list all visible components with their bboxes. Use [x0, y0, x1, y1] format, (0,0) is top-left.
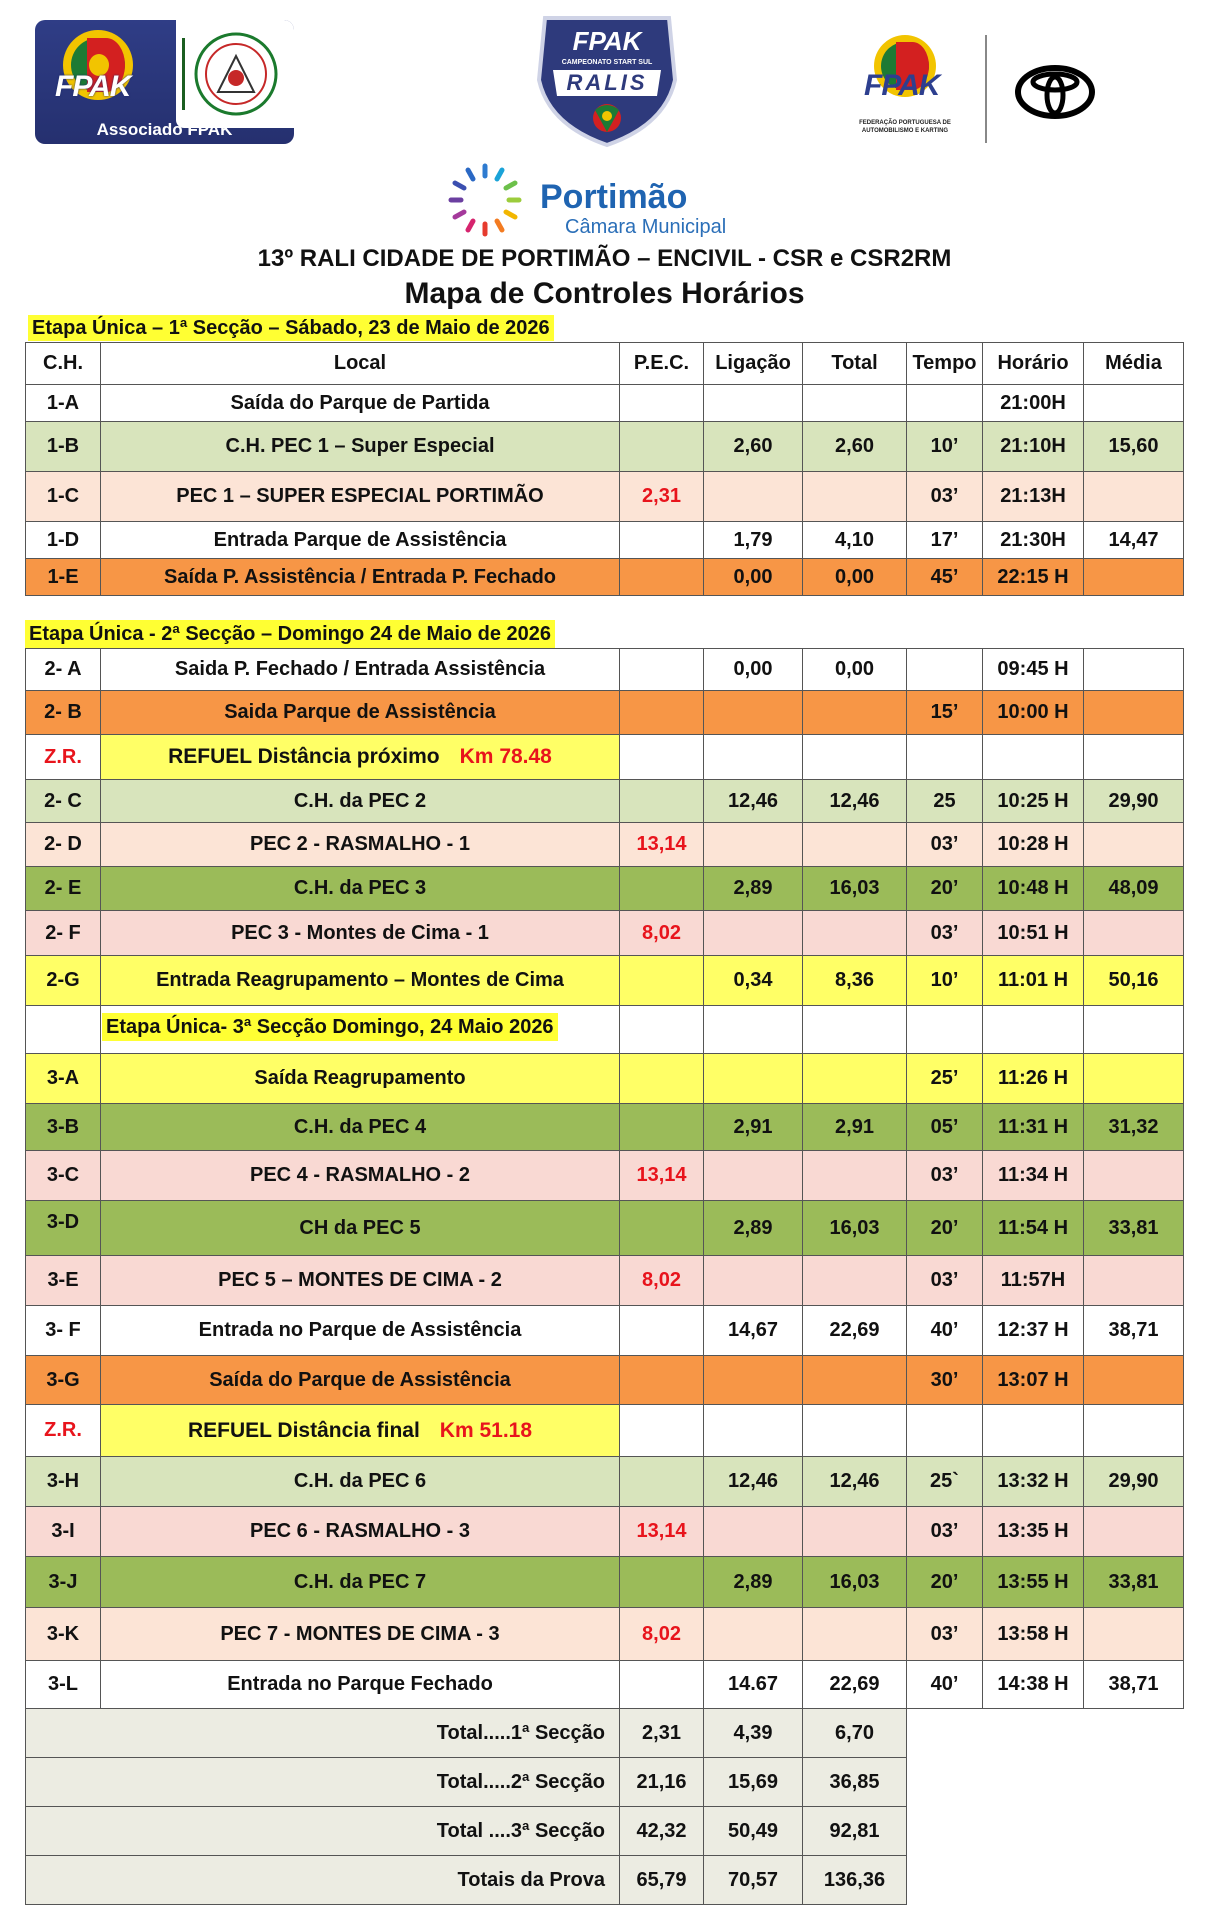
cell-ligacao: 2,89	[703, 1556, 803, 1608]
cell-horario: 11:34 H	[982, 1150, 1084, 1201]
cell-ch: 3-I	[25, 1506, 101, 1557]
cell-local: Entrada no Parque de Assistência	[100, 1305, 620, 1356]
header-horario: Horário	[982, 342, 1084, 385]
cell-ligacao	[703, 822, 803, 867]
cell-total	[802, 1506, 907, 1557]
table-cell-empty	[703, 1404, 803, 1457]
associado-fpak-logo	[35, 20, 294, 144]
cell-ligacao: 0,00	[703, 558, 803, 596]
portimao-sun-icon	[430, 158, 540, 238]
cell-media	[1083, 648, 1184, 691]
cell-ch: 1-D	[25, 521, 101, 559]
refuel-distance: Km 78.48	[459, 745, 552, 768]
center-ralis-text: RALIS	[566, 70, 648, 95]
cell-ligacao	[703, 471, 803, 522]
cell-tempo: 10’	[906, 955, 983, 1006]
fpak-badge-icon	[53, 30, 143, 120]
cell-ligacao: 14.67	[703, 1660, 803, 1709]
cell-media: 33,81	[1083, 1200, 1184, 1256]
cell-local: Saida P. Fechado / Entrada Assistência	[100, 648, 620, 691]
cell-ch: 2- C	[25, 779, 101, 823]
fpak-text: FPAK	[864, 69, 940, 102]
cell-total	[802, 690, 907, 735]
portimao-logo	[430, 158, 770, 238]
cell-ch: 2- D	[25, 822, 101, 867]
table-cell-empty	[703, 734, 803, 780]
refuel-label: REFUEL Distância próximo	[168, 745, 440, 768]
cell-ligacao: 2,91	[703, 1103, 803, 1151]
cell-media: 31,32	[1083, 1103, 1184, 1151]
cell-total: 4,10	[802, 521, 907, 559]
cell-ligacao	[703, 1053, 803, 1104]
cell-total	[802, 471, 907, 522]
cell-local: Entrada Parque de Assistência	[100, 521, 620, 559]
cell-ch: 3-K	[25, 1607, 101, 1661]
cell-pec	[619, 384, 704, 422]
cell-pec	[619, 648, 704, 691]
totals-label: Totais da Prova	[25, 1855, 620, 1905]
cell-ch: 3-L	[25, 1660, 101, 1709]
totals-label: Total.....2ª Secção	[25, 1757, 620, 1807]
cell-media	[1083, 1150, 1184, 1201]
totals-pec: 65,79	[619, 1855, 704, 1905]
table-cell-empty	[906, 1404, 983, 1457]
cell-ch: 3- F	[25, 1305, 101, 1356]
cell-tempo: 17’	[906, 521, 983, 559]
cell-ligacao: 2,89	[703, 1200, 803, 1256]
refuel-cell	[100, 1404, 620, 1457]
cell-ch: 3-H	[25, 1456, 101, 1507]
cell-local: C.H. da PEC 7	[100, 1556, 620, 1608]
cell-horario: 21:00H	[982, 384, 1084, 422]
table-cell-empty	[1083, 1404, 1184, 1457]
cell-horario: 11:26 H	[982, 1053, 1084, 1104]
cell-ch: 2- F	[25, 910, 101, 956]
header-ligacao: Ligação	[703, 342, 803, 385]
cell-horario: 22:15 H	[982, 558, 1084, 596]
cell-local: C.H. da PEC 2	[100, 779, 620, 823]
cell-media: 33,81	[1083, 1556, 1184, 1608]
cell-tempo	[906, 384, 983, 422]
cell-ch: 3-C	[25, 1150, 101, 1201]
cell-horario: 13:58 H	[982, 1607, 1084, 1661]
totals-total: 136,36	[802, 1855, 907, 1905]
cell-ch: 2- E	[25, 866, 101, 911]
cell-ligacao: 2,89	[703, 866, 803, 911]
cell-ch: 1-B	[25, 421, 101, 472]
cell-total	[802, 384, 907, 422]
cell-horario: 11:01 H	[982, 955, 1084, 1006]
cell-pec	[619, 1103, 704, 1151]
cell-tempo: 03’	[906, 822, 983, 867]
cell-ch: 2-G	[25, 955, 101, 1006]
cell-tempo: 03’	[906, 1255, 983, 1306]
cell-local: Entrada no Parque Fechado	[100, 1660, 620, 1709]
cell-total: 16,03	[802, 866, 907, 911]
cell-local: PEC 3 - Montes de Cima - 1	[100, 910, 620, 956]
cell-ligacao: 0,00	[703, 648, 803, 691]
fpak-badge-icon	[860, 35, 950, 115]
cell-horario: 10:28 H	[982, 822, 1084, 867]
cell-pec: 8,02	[619, 1255, 704, 1306]
cell-pec	[619, 866, 704, 911]
cell-media	[1083, 384, 1184, 422]
table-cell-empty	[982, 734, 1084, 780]
cell-ligacao	[703, 690, 803, 735]
cell-horario: 12:37 H	[982, 1305, 1084, 1356]
club-logo-panel	[176, 20, 294, 128]
cell-total: 0,00	[802, 558, 907, 596]
cell-ch: 3-D	[25, 1200, 101, 1256]
cell-pec	[619, 690, 704, 735]
cell-tempo: 40’	[906, 1660, 983, 1709]
cell-pec: 2,31	[619, 471, 704, 522]
cell-local: Saída Reagrupamento	[100, 1053, 620, 1104]
table-cell-empty	[906, 734, 983, 780]
cell-tempo: 03’	[906, 910, 983, 956]
cell-total: 2,60	[802, 421, 907, 472]
cell-tempo: 20’	[906, 1200, 983, 1256]
cell-ligacao: 1,79	[703, 521, 803, 559]
cell-total: 12,46	[802, 779, 907, 823]
cell-media	[1083, 1053, 1184, 1104]
cell-local: PEC 5 – MONTES DE CIMA - 2	[100, 1255, 620, 1306]
cell-media	[1083, 1607, 1184, 1661]
cell-horario: 21:13H	[982, 471, 1084, 522]
cell-media: 38,71	[1083, 1660, 1184, 1709]
cell-total: 2,91	[802, 1103, 907, 1151]
cell-tempo: 30’	[906, 1355, 983, 1405]
header-ch: C.H.	[25, 342, 101, 385]
cell-horario: 10:48 H	[982, 866, 1084, 911]
cell-total: 16,03	[802, 1200, 907, 1256]
cell-media: 38,71	[1083, 1305, 1184, 1356]
rally-title: 13º RALI CIDADE DE PORTIMÃO – ENCIVIL - CSR e CSR2RM	[257, 245, 952, 272]
totals-ligacao: 50,49	[703, 1806, 803, 1856]
cell-local: C.H. da PEC 3	[100, 866, 620, 911]
section-1-label: Etapa Única – 1ª Secção – Sábado, 23 de Maio de 2026	[28, 315, 554, 341]
table-cell-empty	[619, 1005, 704, 1054]
cell-ligacao	[703, 1607, 803, 1661]
cell-ch: 1-A	[25, 384, 101, 422]
cell-ch: 1-E	[25, 558, 101, 596]
totals-ligacao: 15,69	[703, 1757, 803, 1807]
cell-media	[1083, 1255, 1184, 1306]
cell-ligacao	[703, 1506, 803, 1557]
cell-ligacao	[703, 1150, 803, 1201]
cell-ch: 2- B	[25, 690, 101, 735]
cell-horario: 21:30H	[982, 521, 1084, 559]
cell-pec	[619, 558, 704, 596]
map-title: Mapa de Controles Horários	[404, 277, 805, 310]
totals-ligacao: 4,39	[703, 1708, 803, 1758]
totals-pec: 42,32	[619, 1806, 704, 1856]
cell-total	[802, 1255, 907, 1306]
table-cell-empty	[25, 1005, 101, 1054]
cell-total: 12,46	[802, 1456, 907, 1507]
cell-local: PEC 4 - RASMALHO - 2	[100, 1150, 620, 1201]
totals-total: 36,85	[802, 1757, 907, 1807]
toyota-icon	[1015, 65, 1095, 119]
table-cell-empty	[982, 1404, 1084, 1457]
cell-pec	[619, 1456, 704, 1507]
cell-media: 50,16	[1083, 955, 1184, 1006]
cell-media	[1083, 690, 1184, 735]
cell-media	[1083, 558, 1184, 596]
cell-local: Saída do Parque de Assistência	[100, 1355, 620, 1405]
totals-label: Total.....1ª Secção	[25, 1708, 620, 1758]
cell-pec	[619, 779, 704, 823]
cell-tempo: 15’	[906, 690, 983, 735]
cell-tempo: 03’	[906, 471, 983, 522]
cell-media	[1083, 910, 1184, 956]
portimao-subtitle: Câmara Municipal	[565, 216, 727, 238]
cell-horario: 13:32 H	[982, 1456, 1084, 1507]
cell-horario: 21:10H	[982, 421, 1084, 472]
cell-total: 8,36	[802, 955, 907, 1006]
header-local: Local	[100, 342, 620, 385]
cell-local: Saida Parque de Assistência	[100, 690, 620, 735]
cell-media: 14,47	[1083, 521, 1184, 559]
cell-horario: 10:51 H	[982, 910, 1084, 956]
totals-pec: 2,31	[619, 1708, 704, 1758]
cell-local: C.H. da PEC 6	[100, 1456, 620, 1507]
cell-ligacao	[703, 384, 803, 422]
cell-horario: 13:55 H	[982, 1556, 1084, 1608]
cell-local: CH da PEC 5	[100, 1200, 620, 1256]
cell-tempo: 03’	[906, 1506, 983, 1557]
cell-media: 15,60	[1083, 421, 1184, 472]
cell-horario: 10:00 H	[982, 690, 1084, 735]
table-cell-empty	[802, 734, 907, 780]
cell-media	[1083, 822, 1184, 867]
cell-media: 29,90	[1083, 779, 1184, 823]
cell-horario: 10:25 H	[982, 779, 1084, 823]
cell-ligacao: 2,60	[703, 421, 803, 472]
cell-total: 0,00	[802, 648, 907, 691]
cell-total	[802, 910, 907, 956]
cell-total	[802, 1607, 907, 1661]
cell-media	[1083, 1355, 1184, 1405]
totals-pec: 21,16	[619, 1757, 704, 1807]
cell-media	[1083, 1506, 1184, 1557]
cell-horario: 09:45 H	[982, 648, 1084, 691]
cell-pec: 13,14	[619, 822, 704, 867]
table-cell-empty	[619, 734, 704, 780]
cell-tempo: 20’	[906, 866, 983, 911]
cell-local: PEC 6 - RASMALHO - 3	[100, 1506, 620, 1557]
cell-local: PEC 1 – SUPER ESPECIAL PORTIMÃO	[100, 471, 620, 522]
totals-label: Total ....3ª Secção	[25, 1806, 620, 1856]
center-fpak-text: FPAK	[572, 26, 642, 56]
cell-local: C.H. da PEC 4	[100, 1103, 620, 1151]
cell-ligacao	[703, 1255, 803, 1306]
cell-total	[802, 1150, 907, 1201]
cell-ch: 3-B	[25, 1103, 101, 1151]
cell-ligacao: 0,34	[703, 955, 803, 1006]
fpak-text: FPAK	[55, 70, 131, 103]
cell-ch: 3-J	[25, 1556, 101, 1608]
cell-tempo: 25	[906, 779, 983, 823]
cell-pec	[619, 1053, 704, 1104]
cell-tempo: 25’	[906, 1053, 983, 1104]
zr-cell: Z.R.	[25, 1404, 101, 1457]
cell-local: PEC 7 - MONTES DE CIMA - 3	[100, 1607, 620, 1661]
cell-horario: 14:38 H	[982, 1660, 1084, 1709]
cell-tempo: 45’	[906, 558, 983, 596]
cell-ch: 1-C	[25, 471, 101, 522]
cell-horario: 11:54 H	[982, 1200, 1084, 1256]
totals-ligacao: 70,57	[703, 1855, 803, 1905]
totals-total: 6,70	[802, 1708, 907, 1758]
portimao-name: Portimão	[540, 178, 688, 216]
cell-tempo: 20’	[906, 1556, 983, 1608]
header-media: Média	[1083, 342, 1184, 385]
cell-horario: 11:31 H	[982, 1103, 1084, 1151]
cell-ligacao	[703, 1355, 803, 1405]
cell-pec	[619, 1200, 704, 1256]
center-band-text: CAMPEONATO START SUL	[561, 59, 653, 66]
cell-ch: 2- A	[25, 648, 101, 691]
cell-local: Entrada Reagrupamento – Montes de Cima	[100, 955, 620, 1006]
table-cell-empty	[703, 1005, 803, 1054]
cell-tempo: 10’	[906, 421, 983, 472]
cell-ligacao: 12,46	[703, 1456, 803, 1507]
cell-horario: 13:07 H	[982, 1355, 1084, 1405]
refuel-label: REFUEL Distância final	[187, 1418, 420, 1442]
cell-ligacao	[703, 910, 803, 956]
table-cell-empty	[906, 1005, 983, 1054]
cell-total: 22,69	[802, 1660, 907, 1709]
cell-local: C.H. PEC 1 – Super Especial	[100, 421, 620, 472]
cell-total	[802, 1355, 907, 1405]
header-tempo: Tempo	[906, 342, 983, 385]
cell-pec	[619, 955, 704, 1006]
cell-media: 48,09	[1083, 866, 1184, 911]
table-cell-empty	[619, 1404, 704, 1457]
cell-ligacao: 14,67	[703, 1305, 803, 1356]
cell-ch: 3-A	[25, 1053, 101, 1104]
cell-pec	[619, 521, 704, 559]
cell-pec	[619, 421, 704, 472]
cell-total: 16,03	[802, 1556, 907, 1608]
section-2-label: Etapa Única - 2ª Secção – Domingo 24 de Maio de 2026	[25, 620, 555, 648]
cell-ligacao: 12,46	[703, 779, 803, 823]
campeonato-start-sul-logo	[525, 10, 689, 150]
cell-ch: 3-G	[25, 1355, 101, 1405]
cell-total	[802, 822, 907, 867]
zr-cell: Z.R.	[25, 734, 101, 780]
cell-pec: 13,14	[619, 1506, 704, 1557]
table-cell-empty	[802, 1005, 907, 1054]
cell-pec	[619, 1556, 704, 1608]
refuel-cell	[100, 734, 620, 780]
cell-pec: 13,14	[619, 1150, 704, 1201]
cell-tempo: 05’	[906, 1103, 983, 1151]
table-cell-empty	[1083, 734, 1184, 780]
header-total: Total	[802, 342, 907, 385]
cell-tempo	[906, 648, 983, 691]
table-cell-empty	[802, 1404, 907, 1457]
cell-media	[1083, 471, 1184, 522]
refuel-distance: Km 51.18	[439, 1418, 533, 1442]
header-pec: P.E.C.	[619, 342, 704, 385]
cell-ch: 3-E	[25, 1255, 101, 1306]
cell-pec: 8,02	[619, 910, 704, 956]
cell-pec: 8,02	[619, 1607, 704, 1661]
cell-pec	[619, 1355, 704, 1405]
cell-total	[802, 1053, 907, 1104]
cell-local: Saída do Parque de Partida	[100, 384, 620, 422]
cell-tempo: 40’	[906, 1305, 983, 1356]
logo-divider	[985, 35, 987, 143]
cell-local: Saída P. Assistência / Entrada P. Fechado	[100, 558, 620, 596]
cell-horario: 11:57H	[982, 1255, 1084, 1306]
cell-tempo: 25`	[906, 1456, 983, 1507]
federation-caption: FEDERAÇÃO PORTUGUESA DE AUTOMOBILISMO E KARTING	[859, 120, 951, 134]
table-cell-empty	[1083, 1005, 1184, 1054]
cell-total: 22,69	[802, 1305, 907, 1356]
totals-total: 92,81	[802, 1806, 907, 1856]
associado-caption: Associado FPAK	[96, 120, 233, 139]
cell-tempo: 03’	[906, 1607, 983, 1661]
cell-horario: 13:35 H	[982, 1506, 1084, 1557]
club-emblem-icon	[176, 20, 294, 128]
cell-pec	[619, 1660, 704, 1709]
section-3-label: Etapa Única- 3ª Secção Domingo, 24 Maio 2026	[102, 1013, 558, 1041]
cell-media: 29,90	[1083, 1456, 1184, 1507]
table-cell-empty	[982, 1005, 1084, 1054]
cell-local: PEC 2 - RASMALHO - 1	[100, 822, 620, 867]
cell-pec	[619, 1305, 704, 1356]
cell-tempo: 03’	[906, 1150, 983, 1201]
fpak-federation-logo	[850, 35, 960, 145]
